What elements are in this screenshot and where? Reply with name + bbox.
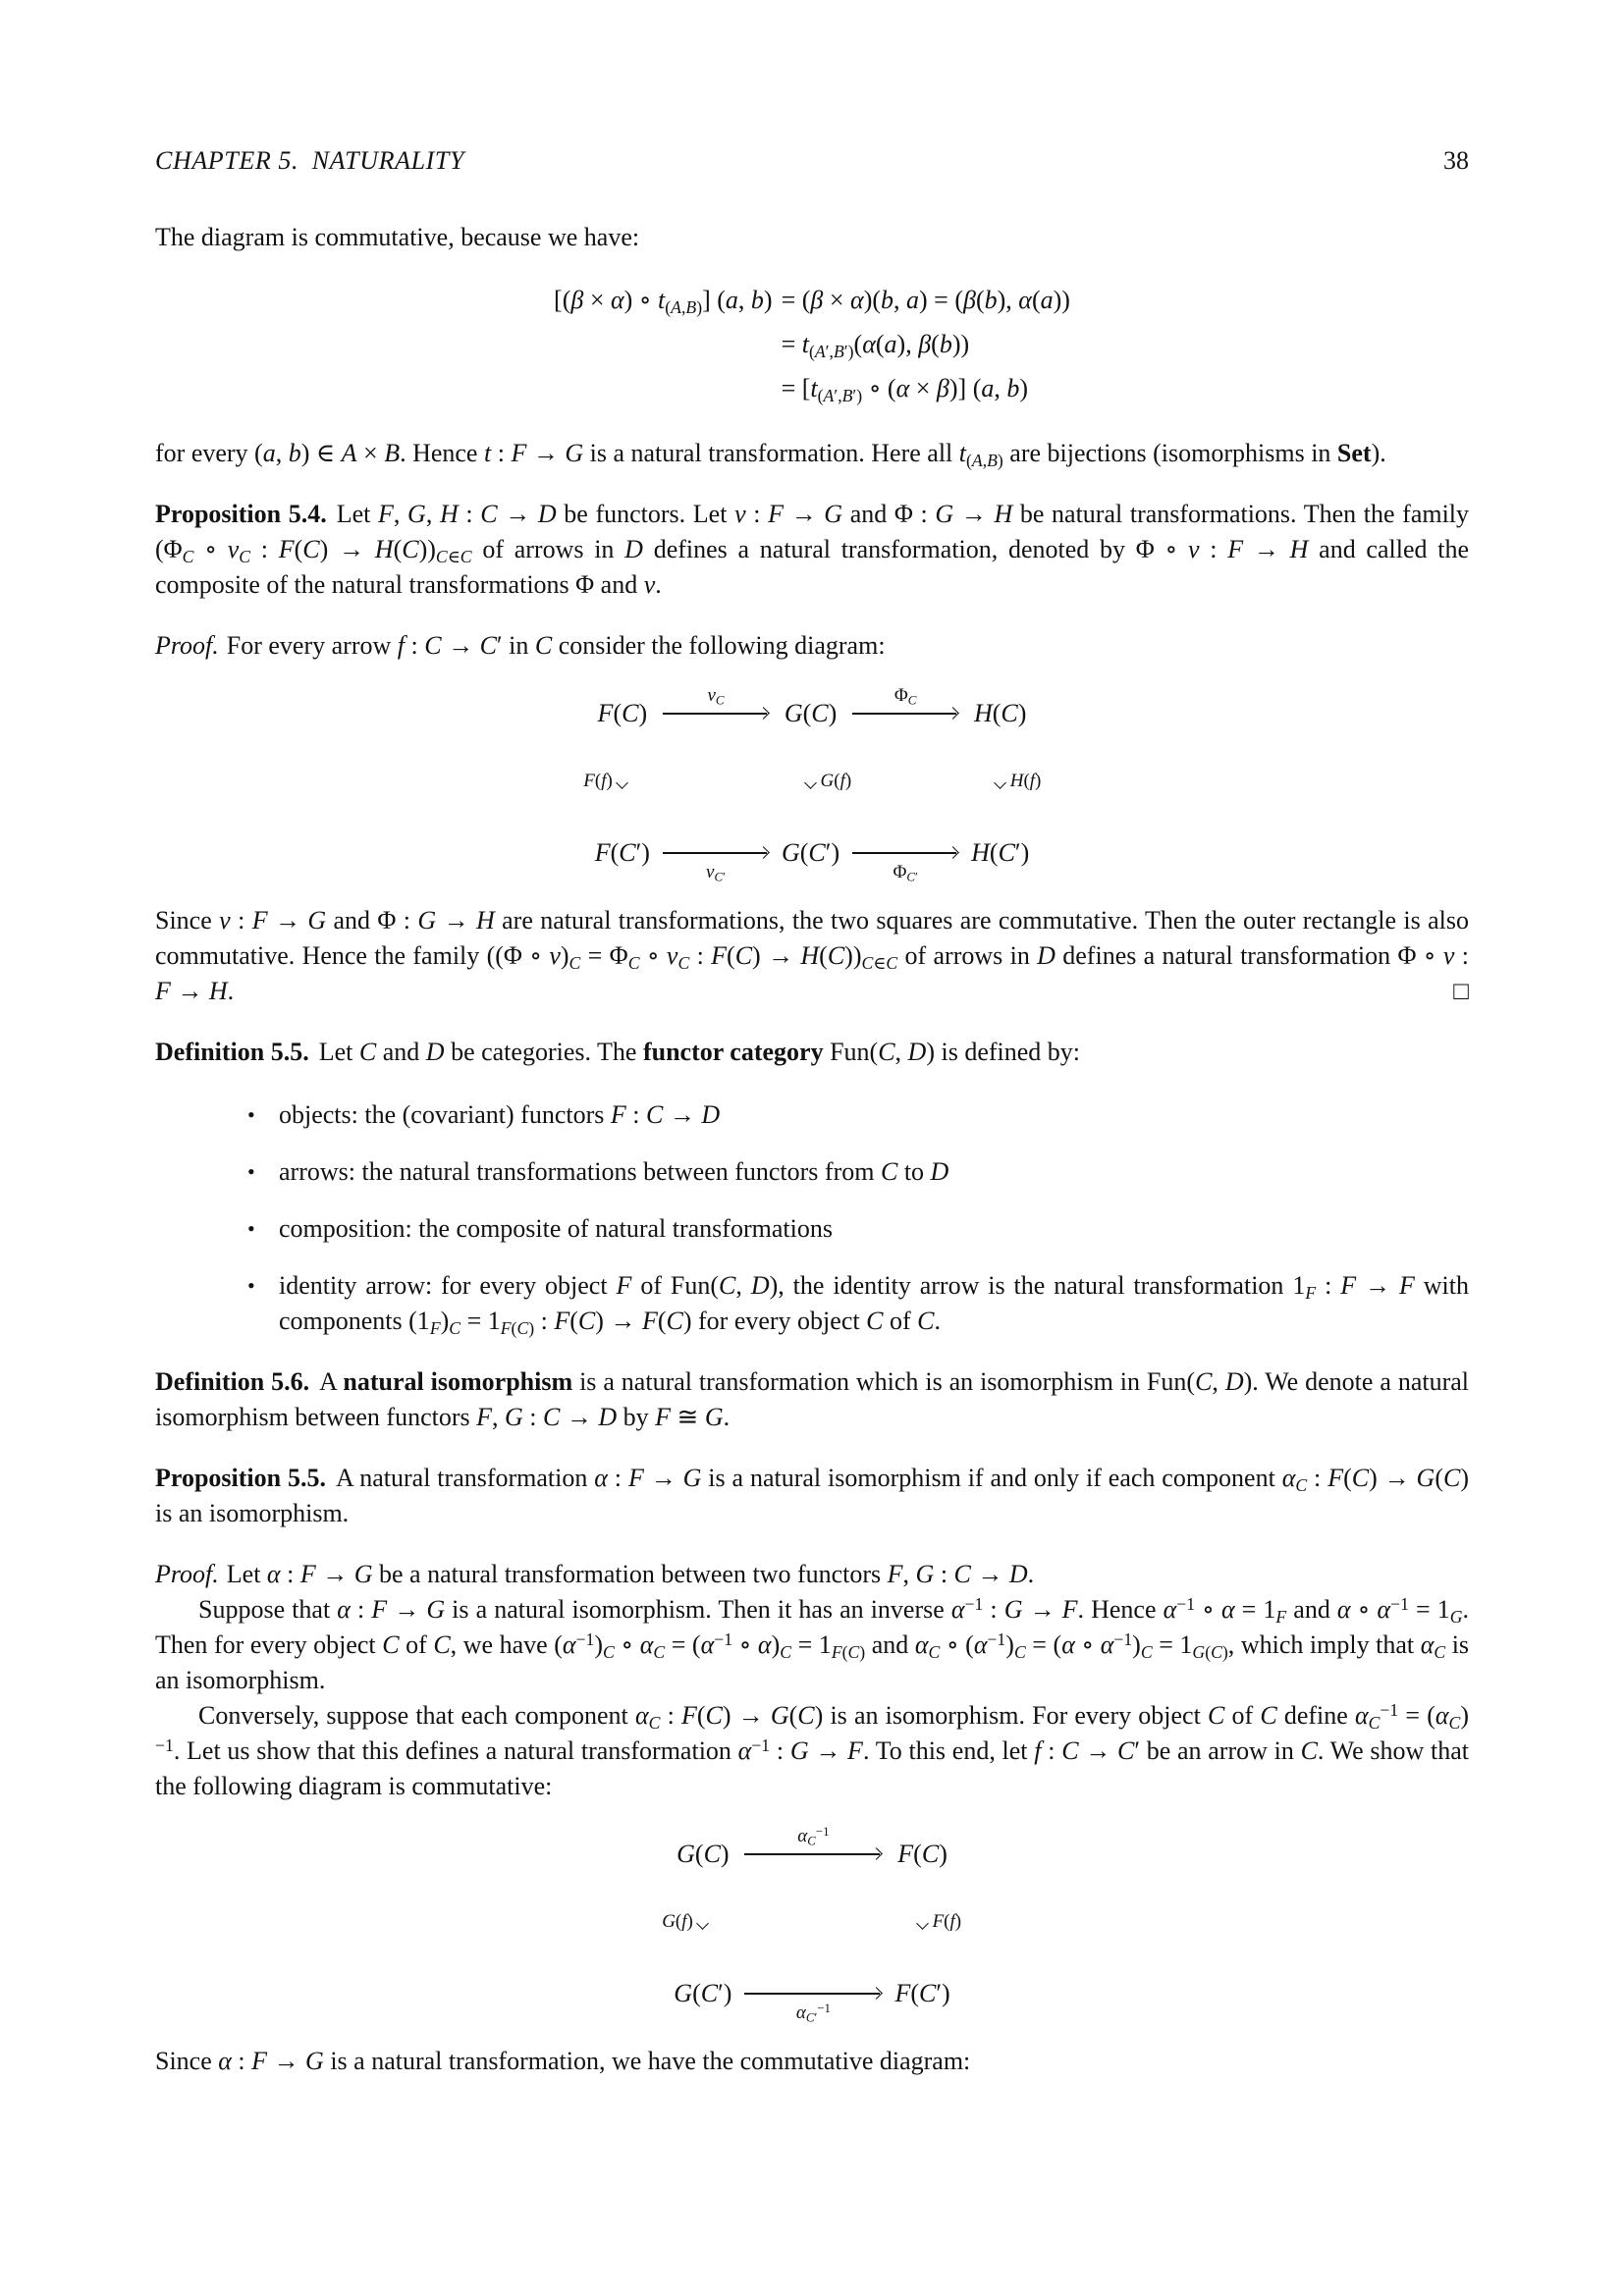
definition-label: Definition 5.6. bbox=[155, 1367, 310, 1396]
arrow-label-phi-c-prime: $\Phi_{C'}$ bbox=[893, 862, 918, 884]
diagram-node-fc-prime: F(C′) bbox=[594, 838, 650, 867]
arrow-label-hf: H(f) bbox=[1009, 771, 1042, 792]
diagram-arrow-right bbox=[847, 834, 963, 884]
list-item-composition: • composition: the composite of natural transformations bbox=[155, 1211, 1469, 1247]
proof-body: Let α : F → G be a natural transformation between two functors F, G : C → D. bbox=[226, 1560, 1035, 1588]
definition-body: Let C and D be categories. The functor category Fun(C, D) is defined by: bbox=[318, 1038, 1081, 1066]
arrow-label-gf: G(f) bbox=[820, 771, 852, 792]
equation-line1-right: = (β × α)(b, a) = (β(b), α(a)) bbox=[781, 286, 1070, 314]
arrow-label-nu-c-prime: $\nu_{C'}$ bbox=[706, 862, 726, 884]
equation-line1-left: [(β × α) ∘ $t_{(A,B)}$] (a, b) bbox=[554, 286, 773, 317]
equation-line3-right: = [$t_{(A',B')}$ ∘ (α × β)] (a, b) bbox=[781, 374, 1029, 405]
arrow-label-phi-c: $\Phi_C$ bbox=[893, 685, 917, 708]
proposition-body: Let F, G, H : C → D be functors. Let ν : F → G and Φ : G → H be natural transformations. Then the family ($\Phi_C$ ∘ $\nu_C$ : $F(C) \to H(C))_{C\in C}$ of arrows in D defines a natural transformation, denoted by Φ ∘ ν : F → H and called the composite of the natural transformations Φ and ν. bbox=[155, 500, 1470, 599]
proposition-5-5 bbox=[155, 1461, 1469, 1531]
arrow-label-nu-c: $\nu_C$ bbox=[707, 685, 725, 708]
proof-2 bbox=[155, 1557, 1469, 1592]
proof-label: Proof. bbox=[155, 631, 219, 660]
definition-5-6 bbox=[155, 1364, 1469, 1435]
diagram-spacer bbox=[847, 783, 963, 784]
arrow-label-ff: F(f) bbox=[583, 771, 613, 792]
diagram-node-fc: F(C) bbox=[897, 1840, 947, 1868]
proposition-label: Proposition 5.4. bbox=[155, 500, 327, 528]
equation-spacer bbox=[554, 327, 773, 362]
paragraph-closing: Since α : F → G is a natural transformation, we have the commutative diagram: bbox=[155, 2047, 971, 2075]
definition-5-5 bbox=[155, 1035, 1469, 1070]
arrow-label-alpha-c-inverse: $\alpha_C^{-1}$ bbox=[797, 1824, 830, 1848]
diagram-node-hc-prime: H(C′) bbox=[971, 838, 1030, 867]
right-arrow-icon bbox=[663, 852, 767, 854]
definition-label: Definition 5.5. bbox=[155, 1038, 309, 1066]
arrow-label-ff: F(f) bbox=[932, 1911, 962, 1933]
diagram-node-fc: F(C) bbox=[597, 699, 648, 727]
right-arrow-icon bbox=[744, 1993, 880, 1995]
functor-category-list bbox=[155, 1097, 1469, 1339]
proof-2-paragraph-suppose: Suppose that α : F → G is a natural isomorphism. Then it has an inverse $\alpha^{-1}$ : G → F. Hence $\alpha^{-1}$ ∘ $\alpha = 1_F$ and α ∘ $\alpha^{-1} = 1_G$. Then for every object C of C, we have $(\alpha^{-1})_C$ ∘ $\alpha_C = (\alpha^{-1}$ ∘ $\alpha)_C = 1_{F(C)}$ and $\alpha_C$ ∘ $(\alpha^{-1})_C = (\alpha$ ∘ $\alpha^{-1})_C = 1_{G(C)}$, which imply that $\alpha_C$ is an isomorphism. bbox=[155, 1594, 1470, 1694]
diagram-spacer bbox=[658, 783, 774, 784]
proof-2-paragraph-conversely: Conversely, suppose that each component $\alpha_C$ : F(C) → G(C) is an isomorphism. For every object C of C define $\alpha_C^{-1} = (\alpha_C)^{-1}$. Let us show that this defines a natural transformation $\alpha^{-1}$ : G → F. To this end, let f : C → C′ be an arrow in C. We show that the following diagram is commutative: bbox=[155, 1700, 1470, 1800]
diagram-arrow-right bbox=[658, 685, 774, 732]
page-number: 38 bbox=[1443, 146, 1469, 175]
diagram-node-fc-prime: F(C′) bbox=[894, 1979, 950, 2007]
diagram-node-gc: G(C) bbox=[677, 1840, 730, 1868]
diagram-node-gc-prime: G(C′) bbox=[674, 1979, 732, 2007]
right-arrow-icon bbox=[852, 852, 956, 854]
diagram-arrow-right bbox=[739, 1824, 887, 1873]
diagram-spacer bbox=[739, 1924, 887, 1925]
proof-body: For every arrow f : C → C′ in C consider the following diagram: bbox=[226, 631, 886, 660]
commutative-diagram-1 bbox=[583, 685, 1042, 884]
qed-box-icon: □ bbox=[1453, 977, 1469, 1005]
proposition-label: Proposition 5.5. bbox=[155, 1464, 326, 1492]
diagram-node-hc: H(C) bbox=[973, 699, 1027, 727]
paragraph-after-diagram-1 bbox=[155, 903, 1469, 1009]
right-arrow-icon bbox=[663, 713, 767, 715]
diagram-arrow-right bbox=[847, 685, 963, 732]
list-item-objects: • objects: the (covariant) functors F : C → D bbox=[155, 1097, 1469, 1133]
proof-conclusion: Since ν : F → G and Φ : G → H are natural transformations, the two squares are commutative. Then the outer rectangle is also commutative. Hence the family ((Φ ∘ $\nu)_C = \Phi_C$ ∘ $\nu_C$ : $F(C) \to H(C))_{C\in C}$ of arrows in D defines a natural transformation Φ ∘ ν : F → H. bbox=[155, 906, 1470, 1005]
commutative-diagram-2 bbox=[662, 1824, 962, 2025]
chapter-running-title: CHAPTER 5. NATURALITY bbox=[155, 146, 465, 175]
right-arrow-icon bbox=[744, 1853, 880, 1855]
page-header bbox=[155, 143, 1469, 179]
diagram-arrow-right bbox=[739, 1975, 887, 2025]
diagram-node-gc-prime: G(C′) bbox=[781, 838, 840, 867]
equation-spacer bbox=[554, 371, 773, 406]
right-arrow-icon bbox=[852, 713, 956, 715]
list-item-arrows: • arrows: the natural transformations between functors from C to D bbox=[155, 1154, 1469, 1190]
paragraph-intro: The diagram is commutative, because we have: bbox=[155, 223, 640, 251]
equation-block bbox=[554, 283, 1070, 406]
proof-label: Proof. bbox=[155, 1560, 219, 1588]
diagram-arrow-right bbox=[658, 834, 774, 884]
proposition-body: A natural transformation α : F → G is a natural isomorphism if and only if each component $\alpha_C$ : F(C) → G(C) is an isomorphism. bbox=[155, 1464, 1469, 1527]
definition-body: A natural isomorphism is a natural transformation which is an isomorphism in Fun(C, D). We denote a natural isomorphism between functors F, G : C → D by F ≅ G. bbox=[155, 1367, 1470, 1431]
proposition-5-4 bbox=[155, 497, 1469, 603]
equation-line2-right: = $t_{(A',B')}(\alpha(a)$, β(b)) bbox=[781, 330, 970, 361]
proof-1 bbox=[155, 628, 1469, 664]
diagram-node-gc: G(C) bbox=[784, 699, 838, 727]
list-item-identity: • identity arrow: for every object F of Fun(C, D), the identity arrow is the natural transformation $1_F$ : F → F with components $(1_F)_C = 1_{F(C)}$ : F(C) → F(C) for every object C of C. bbox=[155, 1268, 1469, 1339]
arrow-label-alpha-c-prime-inverse: $\alpha_{C'}^{-1}$ bbox=[795, 2001, 832, 2025]
paragraph-after-equation: for every (a, b) ∈ A × B. Hence t : F → G is a natural transformation. Here all $t_{(A,B)}$ are bijections (isomorphisms in Set). bbox=[155, 439, 1386, 470]
arrow-label-gf: G(f) bbox=[662, 1911, 693, 1933]
